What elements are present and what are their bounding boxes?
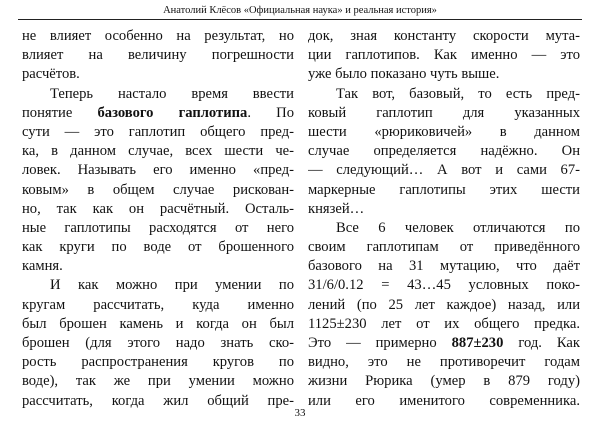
text-line: рассчитать, когда жил общий пре-: [22, 392, 294, 409]
text-line: ные гаплотипы расходятся от него: [22, 219, 294, 236]
text-line: ковый гаплотип для указанных: [308, 104, 580, 121]
running-header: Анатолий Клёсов «Официальная наука» и реальная история»: [163, 5, 437, 16]
text-line: 1125±230 лет от их общего предка.: [308, 315, 580, 332]
text-line: как круги по воде от брошенного: [22, 239, 294, 256]
text-line: шести «рюриковичей» в данном: [308, 123, 580, 140]
text-line: Теперь настало время ввести: [50, 85, 294, 102]
text-line: кругам рассчитать, куда именно: [22, 296, 294, 313]
page-number: 33: [294, 407, 306, 419]
text-run: Это — примерно: [308, 335, 452, 351]
text-line: князей…: [308, 200, 365, 217]
text-line: базового на 31 мутацию, что даёт: [308, 258, 580, 275]
text-line: ции гаплотипов. Как именно — это: [308, 47, 580, 64]
text-run: . По: [247, 104, 294, 121]
text-line: воде), так же при умении можно: [22, 373, 294, 390]
text-run: год. Как: [503, 335, 580, 351]
text-line: но, так как он расчётный. Осталь-: [22, 200, 294, 217]
text-line: Все 6 человек отличаются по: [336, 219, 580, 236]
date-estimate: 887±230: [451, 335, 504, 351]
text-line: Так вот, базовый, то есть пред-: [336, 85, 580, 102]
text-line: ловек. Называть его именно «пред-: [22, 162, 294, 179]
text-line: ка, в данном случае, всех шести че-: [22, 143, 294, 160]
text-line: — следующий… А вот и сами 67-: [308, 162, 580, 179]
text-line: 31/6/0.12 = 43…45 условных поко-: [308, 277, 580, 294]
text-line: случае определяется надёжно. Он: [308, 143, 580, 160]
text-line: рость распространения кругов по: [22, 354, 294, 371]
text-line: был брошен камень и когда он был: [22, 315, 294, 332]
text-line: сути — это гаплотип общего пред-: [22, 123, 294, 140]
text-line: И как можно при умении по: [50, 277, 294, 294]
right-column: [308, 27, 580, 411]
left-column: [22, 27, 294, 411]
text-line: [22, 104, 294, 123]
text-line: расчётов.: [22, 66, 80, 83]
text-line: видно, это не противоречит годам: [308, 354, 580, 371]
text-line: камня.: [22, 258, 63, 275]
text-line: [308, 334, 580, 353]
term-base-haplotype: базового гаплотипа: [97, 104, 248, 121]
text-line: уже было показано чуть выше.: [308, 66, 500, 83]
text-line: или его именитого современника.: [308, 392, 580, 409]
text-line: док, зная константу скорости мута-: [308, 28, 580, 44]
text-line: лений (по 25 лет каждое) назад, или: [308, 296, 580, 313]
text-line: жизни Рюрика (умер в 879 году): [308, 373, 580, 390]
text-line: своим гаплотипам от приведённого: [308, 239, 580, 256]
text-line: брошен (для этого надо знать ско-: [22, 335, 294, 351]
text-line: влияет на величину погрешности: [22, 47, 294, 64]
text-line: маркерные гаплотипы этих шести: [308, 181, 580, 198]
header-rule: [18, 19, 582, 20]
text-line: не влияет особенно на результат, но: [22, 28, 294, 44]
text-line: ковым» в общем случае рискован-: [22, 181, 294, 198]
text-run: понятие: [22, 104, 98, 121]
